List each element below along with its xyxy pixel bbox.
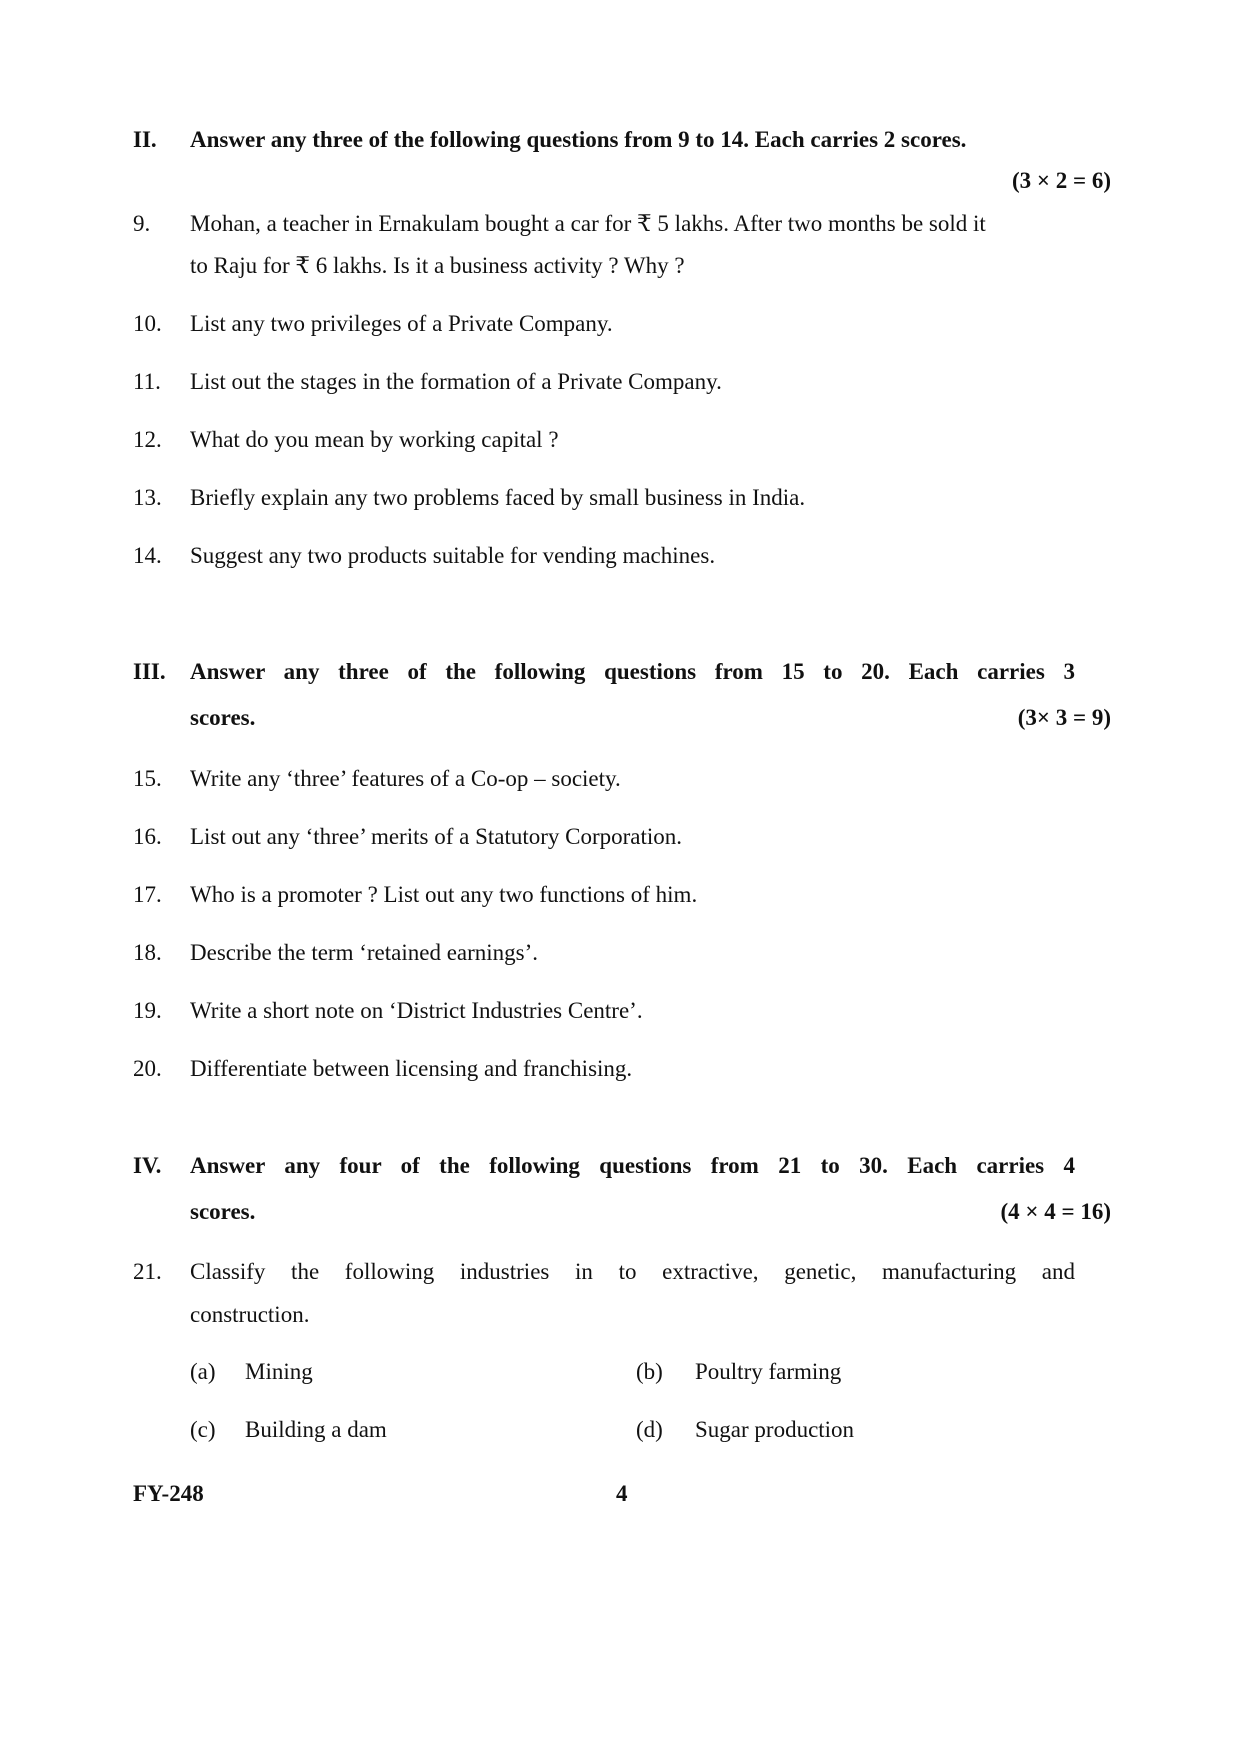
option-text: Mining xyxy=(245,1359,313,1384)
option-text: Sugar production xyxy=(695,1417,855,1442)
question-number: 21. xyxy=(133,1259,162,1284)
question-number: 19. xyxy=(133,998,162,1023)
section-2-roman: II. xyxy=(133,127,157,152)
question-number: 20. xyxy=(133,1056,162,1081)
option-label: (c) xyxy=(190,1417,216,1442)
question-number: 12. xyxy=(133,427,162,452)
question-text: Write any ‘three’ features of a Co-op – society. xyxy=(190,766,621,791)
question-text: List any two privileges of a Private Company. xyxy=(190,311,613,336)
question-number: 15. xyxy=(133,766,162,791)
question-text: Briefly explain any two problems faced by small business in India. xyxy=(190,485,806,510)
option-label: (a) xyxy=(190,1359,216,1384)
question-number: 13. xyxy=(133,485,162,510)
question-text: Describe the term ‘retained earnings’. xyxy=(190,940,539,965)
question-text: Who is a promoter ? List out any two functions of him. xyxy=(190,882,698,907)
section-4-marks: (4 × 4 = 16) xyxy=(1000,1199,1111,1224)
section-3-instruction-line-2: scores. xyxy=(190,705,256,730)
page-number: 4 xyxy=(616,1481,628,1506)
section-3-instruction-line-1: Answer any three of the following questions from 15 to 20. Each carries 3 xyxy=(190,659,1075,684)
question-number: 11. xyxy=(133,369,161,394)
question-text: What do you mean by working capital ? xyxy=(190,427,559,452)
section-4-roman: IV. xyxy=(133,1153,162,1178)
section-2-marks: (3 × 2 = 6) xyxy=(1011,168,1111,193)
question-number: 10. xyxy=(133,311,162,336)
paper-code: FY-248 xyxy=(133,1481,204,1506)
question-21-line-1: Classify the following industries in to extractive, genetic, manufacturing and xyxy=(190,1259,1075,1284)
question-number: 17. xyxy=(133,882,162,907)
question-number: 18. xyxy=(133,940,162,965)
question-text: List out the stages in the formation of a Private Company. xyxy=(190,369,722,394)
option-text: Building a dam xyxy=(245,1417,387,1442)
question-9-line-2: to Raju for ₹ 6 lakhs. Is it a business activity ? Why ? xyxy=(190,253,685,278)
section-4-instruction-line-1: Answer any four of the following questions from 21 to 30. Each carries 4 xyxy=(190,1153,1075,1178)
question-text: Suggest any two products suitable for vending machines. xyxy=(190,543,716,568)
option-label: (b) xyxy=(636,1359,663,1384)
section-3-roman: III. xyxy=(133,659,166,684)
question-text: Write a short note on ‘District Industries Centre’. xyxy=(190,998,643,1023)
question-text: List out any ‘three’ merits of a Statutory Corporation. xyxy=(190,824,683,849)
question-number: 16. xyxy=(133,824,162,849)
option-text: Poultry farming xyxy=(695,1359,842,1384)
question-number: 14. xyxy=(133,543,162,568)
question-number: 9. xyxy=(133,211,151,236)
section-4-instruction-line-2: scores. xyxy=(190,1199,256,1224)
section-3-marks: (3× 3 = 9) xyxy=(1017,705,1111,730)
question-text: Differentiate between licensing and franchising. xyxy=(190,1056,633,1081)
section-2-instruction: Answer any three of the following questions from 9 to 14. Each carries 2 scores. xyxy=(190,127,967,152)
question-21-line-2: construction. xyxy=(190,1302,310,1327)
question-9-line-1: Mohan, a teacher in Ernakulam bought a car for ₹ 5 lakhs. After two months be sold it xyxy=(190,211,986,236)
option-label: (d) xyxy=(636,1417,663,1442)
